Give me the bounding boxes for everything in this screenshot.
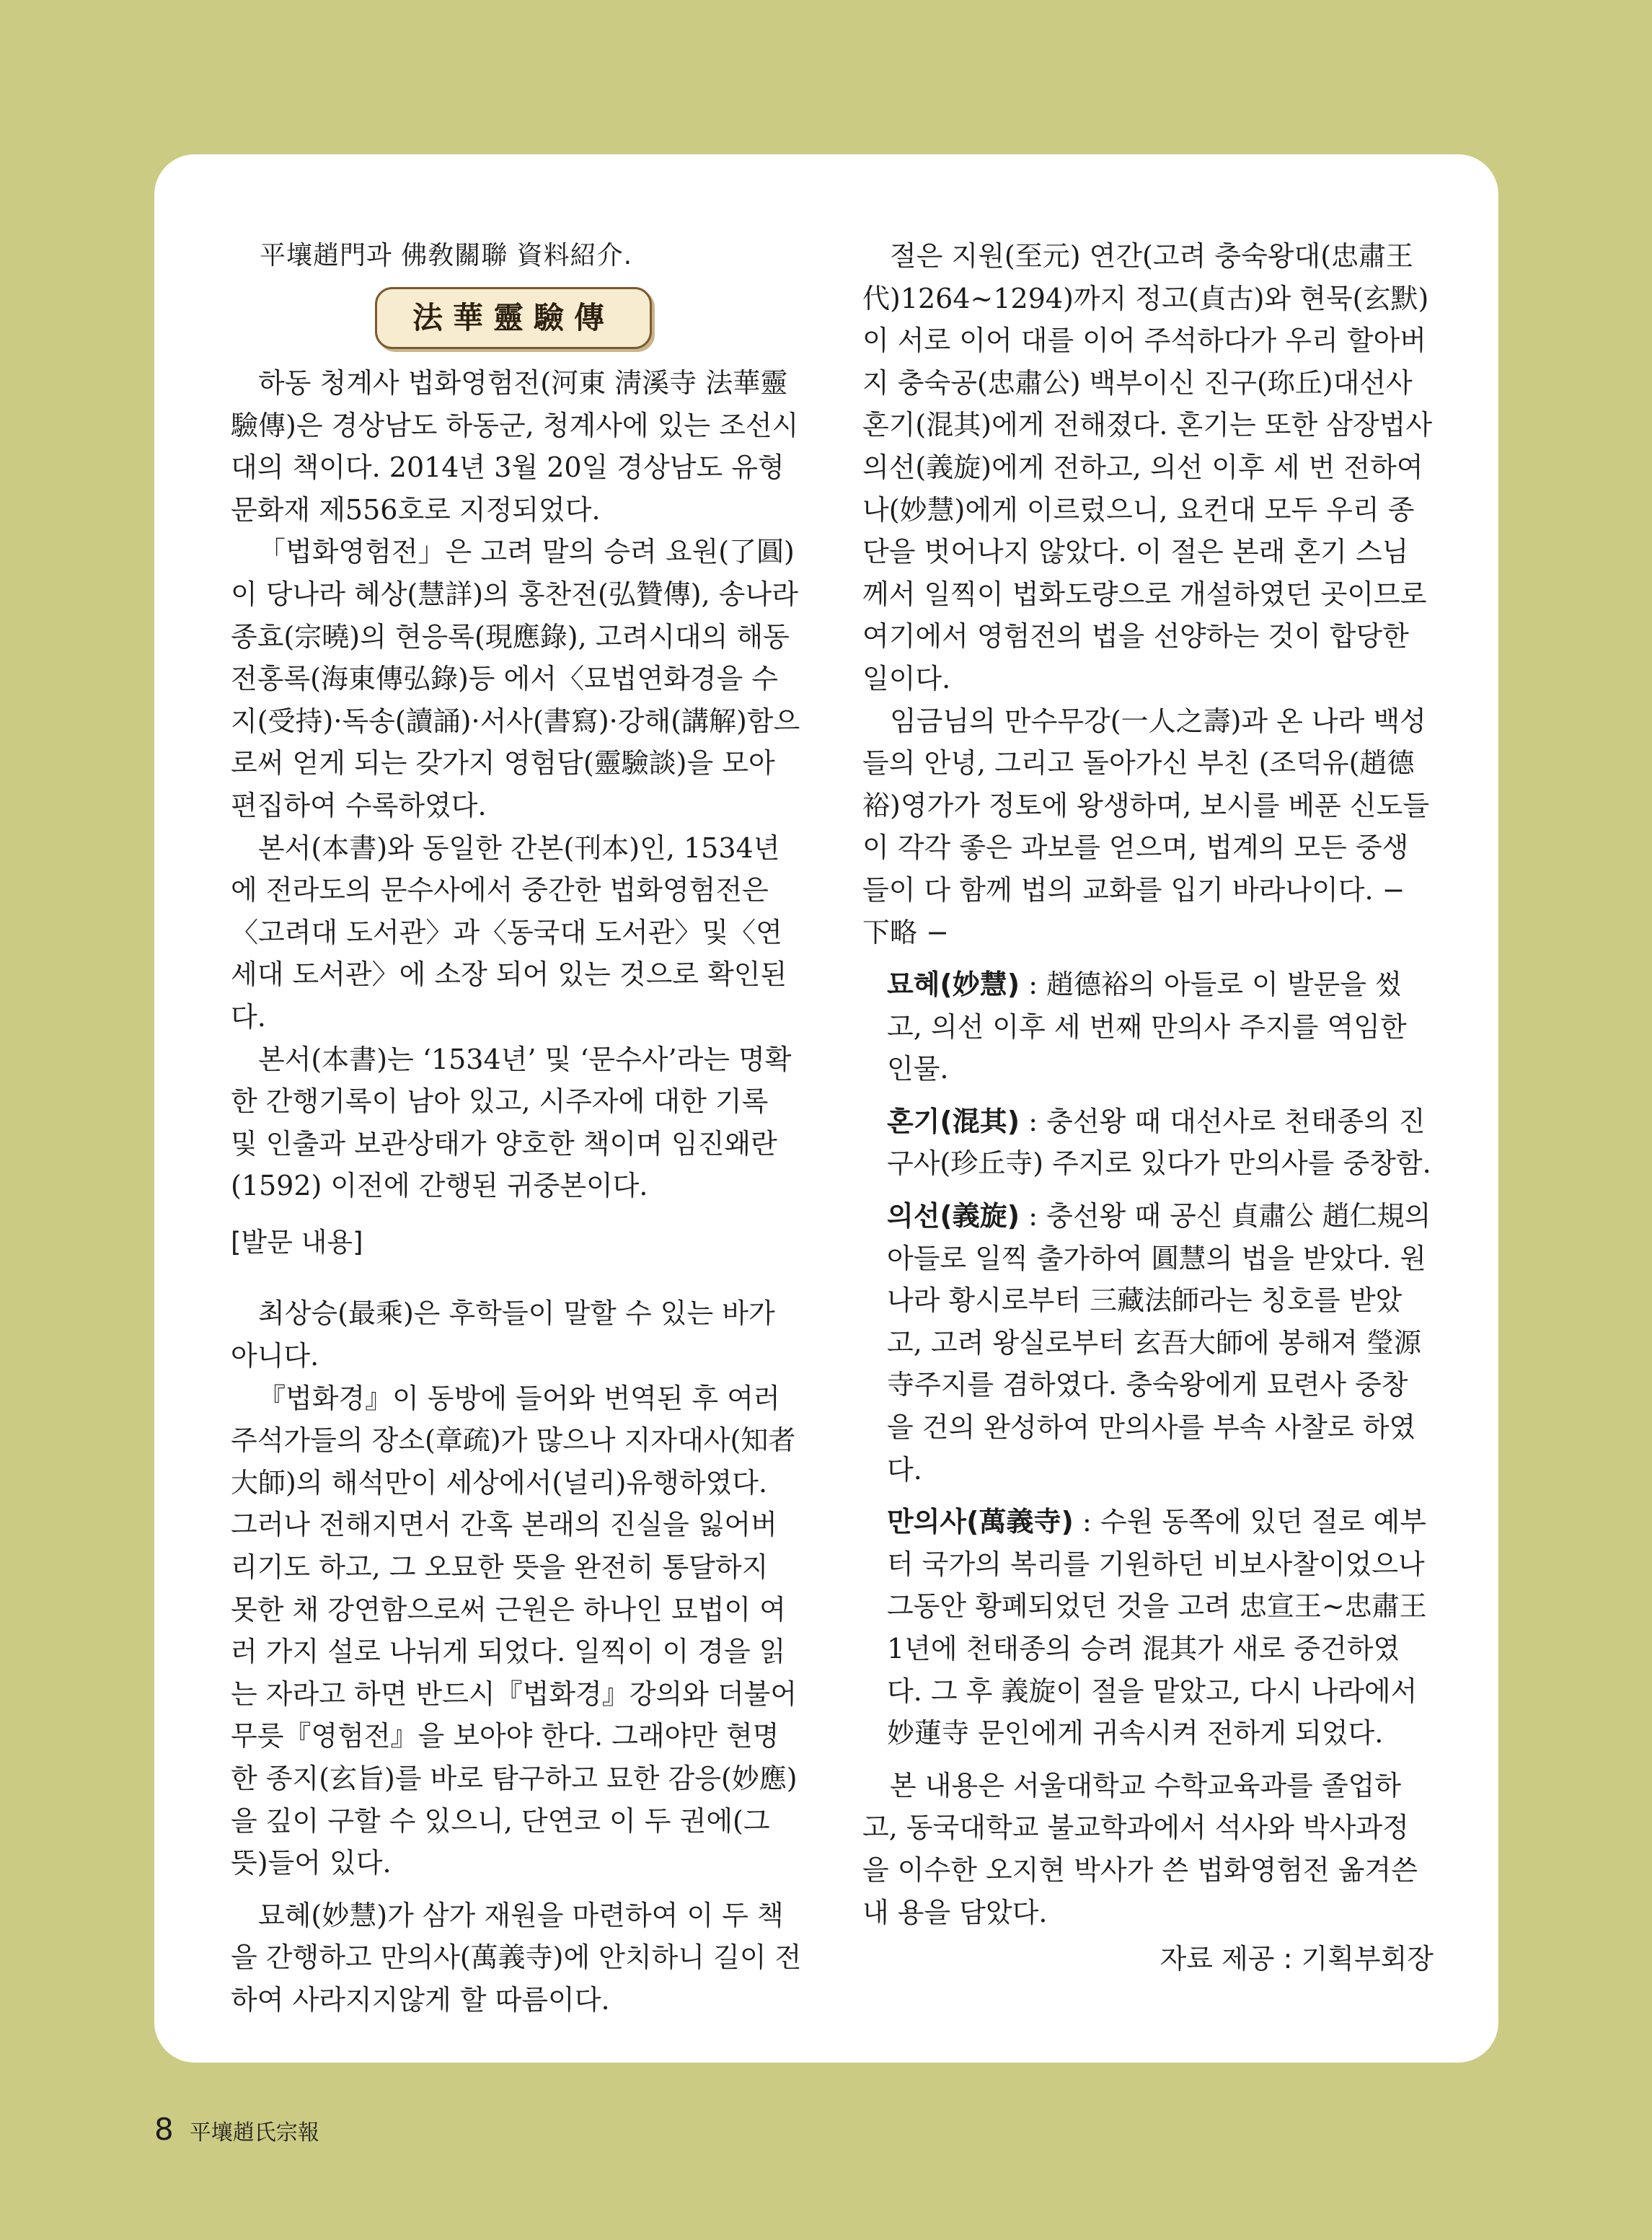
footnote-text: : 수원 동쪽에 있던 절로 예부터 국가의 복리를 기원하던 비보사찰이었으나 그동안 황폐되었던 것을 고려 忠宣王~忠肅王 1년에 천태종의 승려 混其가 새로 중건하였다. 그 후 義旋이 절을 맡았고, 다시 나라에서 妙蓮寺 문인에게 귀속시켜 전하게 되었다. (887, 1506, 1427, 1750)
footnote-term: 묘혜(妙慧) (887, 969, 1020, 1001)
section-heading: [발문 내용] (231, 1226, 363, 1258)
footnote (887, 1101, 1434, 1185)
right-column (862, 235, 1434, 1980)
footnotes (862, 964, 1434, 1755)
body-paragraph: 임금님의 만수무강(一人之壽)과 온 나라 백성들의 안녕, 그리고 돌아가신 부친 (조덕유(趙德裕)영가가 정토에 왕생하며, 보시를 베푼 신도들이 각각 좋은 과보를 얻으며, 법계의 모든 중생들이 다 함께 법의 교화를 입기 바라나이다. − 下略 − (862, 705, 1430, 948)
section-header: 平壤趙門과 佛敎關聯 資料紹介. (260, 241, 633, 270)
footnote (887, 964, 1434, 1090)
footnote-text: : 충선왕 때 대선사로 천태종의 진구사(珍丘寺) 주지로 있다가 만의사를 중창함. (887, 1105, 1431, 1180)
page-number: 8 (154, 2112, 174, 2147)
page-footer (154, 2112, 319, 2147)
intro-paragraph: 하동 청계사 법화영험전(河東 淸溪寺 法華靈驗傳)은 경상남도 하동군, 청계사에 있는 조선시대의 책이다. 2014년 3월 20일 경상남도 유형문화재 제556호로 지정되었다. (231, 367, 799, 526)
title-badge (375, 287, 652, 349)
source-paragraph: 본 내용은 서울대학교 수학교육과를 졸업하고, 동국대학교 불교학과에서 석사와 박사과정을 이수한 오지현 박사가 쓴 법화영험전 옮겨쓴 내 용을 담았다. (862, 1769, 1418, 1928)
footnote (887, 1195, 1434, 1491)
footnote (887, 1501, 1434, 1755)
content-card (154, 154, 1498, 2063)
credit-line: 자료 제공 : 기획부회장 (1160, 1943, 1434, 1975)
intro-paragraph: 「법화영험전」은 고려 말의 승려 요원(了圓)이 당나라 혜상(慧詳)의 홍찬전(弘贊傳), 송나라 종효(宗曉)의 현응록(現應錄), 고려시대의 해동전홍록(海東傳弘錄)등 에서〈묘법연화경을 수지(受持)·독송(讀誦)·서사(書寫)·강해(講解)함으로써 얻게 되는 갖가지 영험담(靈驗談)을 모아 편집하여 수록하였다. (231, 536, 800, 821)
body-paragraph: 『법화경』이 동방에 들어와 번역된 후 여러 주석가들의 장소(章疏)가 많으나 지자대사(知者大師)의 해석만이 세상에서(널리)유행하였다. 그러나 전해지면서 간혹 본래의 진실을 잃어버리기도 하고, 그 오묘한 뜻을 완전히 통달하지 못한 채 강연함으로써 근원은 하나인 묘법이 여러 가지 설로 나뉘게 되었다. 일찍이 이 경을 읽는 자라고 하면 반드시『법화경』강의와 더불어 무릇『영험전』을 보아야 한다. 그래야만 현명한 종지(玄旨)를 바로 탐구하고 묘한 감응(妙應)을 깊이 구할 수 있으니, 단연코 이 두 권에(그 뜻)들어 있다. (231, 1382, 798, 1879)
footnote-text: : 충선왕 때 공신 貞肅公 趙仁規의 아들로 일찍 출가하여 圓慧의 법을 받았다. 원나라 황시로부터 三藏法師라는 칭호를 받았고, 고려 왕실로부터 玄吾大師에 봉해져 瑩源寺주지를 겸하였다. 충숙왕에게 묘련사 중창을 건의 완성하여 만의사를 부속 사찰로 하였다. (887, 1200, 1431, 1486)
body-paragraph: 절은 지원(至元) 연간(고려 충숙왕대(忠肅王代)1264~1294)까지 정고(貞古)와 현묵(玄默)이 서로 이어 대를 이어 주석하다가 우리 할아버지 충숙공(忠肅公) 백부이신 진구(珎丘)대선사 혼기(混其)에게 전해졌다. 혼기는 또한 삼장법사 의선(義旋)에게 전하고, 의선 이후 세 번 전하여 나(妙慧)에게 이르렀으니, 요컨대 모두 우리 종단을 벗어나지 않았다. 이 절은 본래 혼기 스님께서 일찍이 법화도량으로 개설하였던 곳이므로 여기에서 영험전의 법을 선양하는 것이 합당한 일이다. (862, 240, 1433, 695)
article-title: 法華靈驗傳 (412, 299, 614, 335)
intro-paragraph: 본서(本書)는 ‘1534년’ 및 ‘문수사’라는 명확한 간행기록이 남아 있고, 시주자에 대한 기록 및 인출과 보관상태가 양호한 책이며 임진왜란(1592) 이전에 간행된 귀중본이다. (231, 1043, 792, 1202)
left-column (231, 235, 802, 2021)
closing-paragraph: 묘혜(妙慧)가 삼가 재원을 마련하여 이 두 책을 간행하고 만의사(萬義寺)에 안치하니 길이 전하여 사라지지않게 할 따름이다. (231, 1899, 802, 2016)
footnote-text: : 趙德裕의 아들로 이 발문을 썼고, 의선 이후 세 번째 만의사 주지를 역임한 인물. (887, 969, 1407, 1085)
footnote-term: 의선(義旋) (887, 1200, 1020, 1233)
body-paragraph: 최상승(最乘)은 후학들이 말할 수 있는 바가 아니다. (231, 1297, 775, 1372)
footnote-term: 혼기(混其) (887, 1105, 1020, 1137)
intro-paragraph: 본서(本書)와 동일한 간본(刊本)인, 1534년에 전라도의 문수사에서 중간한 법화영험전은〈고려대 도서관〉과〈동국대 도서관〉및〈연세대 도서관〉에 소장 되어 있는 것으로 확인된다. (231, 832, 787, 1033)
footnote-term: 만의사(萬義寺) (887, 1506, 1074, 1538)
publication-name: 平壤趙氏宗報 (189, 2120, 319, 2146)
